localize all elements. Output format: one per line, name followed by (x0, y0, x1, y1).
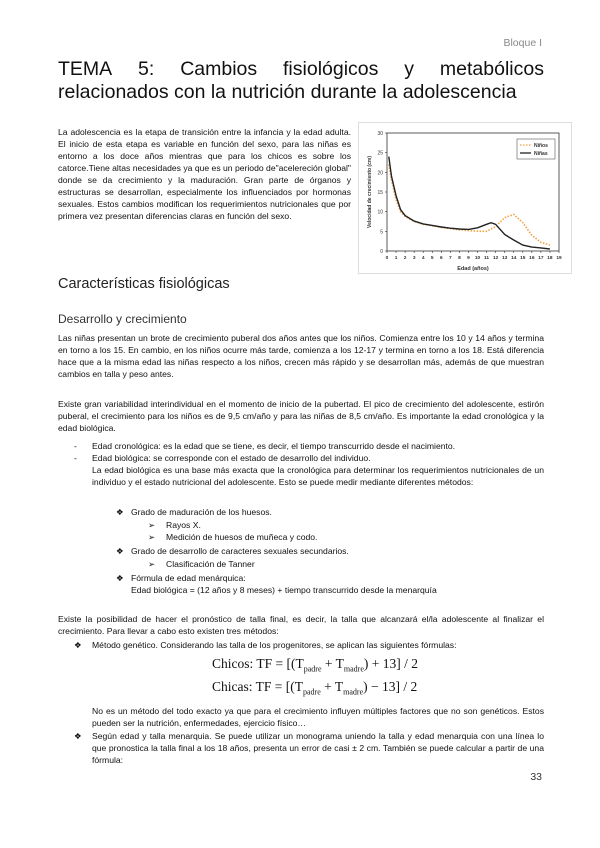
title-word: y (404, 58, 415, 80)
x-tick-label: 7 (449, 256, 452, 261)
block-label: Bloque I (503, 37, 542, 49)
method-sexual-traits: Grado de desarrollo de caracteres sexuales secundarios. (131, 546, 349, 556)
genetic-note: No es un método del todo exacto ya que para el crecimiento influyen múltiples factores que no son genéticos. Estos pueden ser la nutrición, enfermedades, ejercicio físico… (92, 706, 544, 728)
arrow-bullet-icon: ➢ (148, 532, 156, 542)
intro-paragraph: La adolescencia es la etapa de transición entre la infancia y la edad adulta. El inicio de esta etapa es variable en función del sexo, para las niñas es entorno a los doce años mientras que para los chicos es sobre los catorce.Tiene altas necesidades ya que es un periodo de"acelereción global" donde se da crecimiento y la maduración. Gran parte de órganos y estructuras se desarrollan, especialmente los influenciados por hormonas sexuales. Estos cambios modifican los requerimientos nutricionales que por primera vez presentan diferencias claras en función del sexo. (58, 127, 351, 222)
legend-entry: Niñas (534, 151, 548, 157)
diamond-bullet-icon: ❖ (74, 731, 82, 741)
formula-chicos (212, 656, 418, 674)
paragraph-puberal-growth: Las niñas presentan un brote de crecimiento puberal dos años antes que los niños. Comienza entre los 10 y 14 años y termina en torno a los 15. En cambio, en los niños ocurre más tarde, comienza a los 12-17 y termina en torno a los 18. Está diferencia hace que a la misma edad las niñas respecto a los niños, crecen más rápido y se desarrollan más, además de que muestran cambios en talla y peso antes. (58, 333, 544, 380)
x-tick-label: 14 (511, 256, 517, 261)
x-axis-label: Edad (años) (457, 266, 489, 272)
method-tanner: Clasificación de Tanner (166, 559, 255, 569)
title-word: TEMA (58, 58, 113, 80)
x-tick-label: 11 (484, 256, 490, 261)
diamond-bullet-icon: ❖ (74, 640, 82, 650)
dash-bullet: - (74, 441, 77, 451)
paragraph-prognosis: Existe la posibilidad de hacer el pronóstico de talla final, es decir, la talla que alcanzará el/la adolescente al finalizar el crecimiento. Para llevar a cabo esto existen tres métodos: (58, 614, 544, 637)
method-menarquia: Fórmula de edad menárquica: (131, 573, 246, 583)
x-tick-label: 8 (458, 256, 461, 261)
paragraph-variability: Existe gran variabilidad interindividual en el momento de inicio de la pubertad. El pico de crecimiento del adolescente, estirón puberal, el crecimiento para los niños es de 9,5 cm/año y para las niñas de 8,5 cm/año. Es importante la edad cronológica y la edad biológica. (58, 399, 544, 434)
title-line-1 (58, 58, 544, 81)
x-tick-label: 19 (556, 256, 562, 261)
y-tick-label: 5 (380, 229, 383, 236)
growth-chart-svg (359, 123, 571, 273)
diamond-bullet-icon: ❖ (116, 546, 124, 556)
x-tick-label: 4 (421, 256, 425, 261)
menarquia-formula: Edad biológica = (12 años y 8 meses) + tiempo transcurrido desde la menarquía (131, 585, 437, 595)
x-tick-label: 13 (502, 256, 508, 261)
diamond-bullet-icon: ❖ (116, 573, 124, 583)
y-tick-label: 30 (377, 131, 383, 137)
x-tick-label: 15 (520, 256, 526, 261)
dash-bullet: - (74, 453, 77, 463)
x-tick-label: 5 (430, 256, 434, 261)
page-number: 33 (530, 771, 542, 783)
biologica-detail: La edad biológica es una base más exacta que la cronológica para determinar los requerimientos nutricionales de un individuo y el estado nutricional del adolescente. Esto se puede medir mediante diferentes métodos: (92, 465, 544, 487)
formula-sub: madre (343, 687, 364, 697)
title-word: fisiológicos (283, 58, 379, 80)
formula-part: + T (321, 656, 344, 671)
formula-sub: madre (343, 664, 364, 674)
formula-part: Chicas: TF = [(T (212, 679, 303, 694)
arrow-bullet-icon: ➢ (148, 520, 156, 530)
title-word: 5: (138, 58, 155, 80)
formula-part: ) − 13] / 2 (363, 679, 418, 694)
y-tick-label: 15 (377, 190, 383, 196)
x-tick-label: 3 (412, 256, 416, 261)
formula-sub: padre (302, 687, 321, 697)
formula-chicas (212, 679, 417, 697)
y-tick-label: 25 (377, 150, 383, 157)
legend-entry: Niños (534, 143, 548, 149)
x-tick-label: 16 (529, 256, 535, 261)
formula-part: + T (320, 679, 344, 694)
page-title (58, 58, 544, 104)
arrow-bullet-icon: ➢ (148, 559, 156, 569)
x-tick-label: 1 (394, 256, 398, 261)
formula-sub: padre (303, 664, 322, 674)
x-tick-label: 6 (439, 256, 443, 261)
method-bones: Grado de maduración de los huesos. (131, 507, 272, 517)
x-tick-label: 18 (547, 256, 553, 261)
x-tick-label: 12 (492, 256, 499, 261)
x-tick-label: 10 (474, 256, 481, 261)
formula-part: ) + 13] / 2 (363, 656, 418, 671)
y-tick-label: 10 (377, 209, 383, 216)
method-menarquia-talla: Según edad y talla menarquia. Se puede utilizar un monograma uniendo la talla y edad menarquia con una línea lo que pronostica la talla final a los 18 años, presenta un error de casi ± 2 cm. También se puede calcular a partir de una fórmula: (92, 731, 544, 765)
title-line-2: relacionados con la nutrición durante la adolescencia (58, 81, 517, 103)
list-item-cronologica: Edad cronológica: es la edad que se tiene, es decir, el tiempo transcurrido desde el nacimiento. (92, 441, 456, 451)
x-tick-label: 9 (467, 256, 470, 261)
y-axis-label: Velocidad de crecimiento (cm) (367, 156, 373, 228)
title-word: metabólicos (439, 58, 544, 80)
x-tick-label: 2 (403, 256, 407, 261)
method-wrist: Medición de huesos de muñeca y codo. (166, 532, 318, 542)
method-xray: Rayos X. (166, 520, 201, 530)
y-tick-label: 0 (380, 249, 383, 255)
list-item-biologica: Edad biológica: se corresponde con el estado de desarrollo del individuo. (92, 453, 371, 463)
title-word: Cambios (180, 58, 258, 80)
x-tick-label: 0 (385, 256, 389, 261)
subsection-heading: Desarrollo y crecimiento (58, 312, 187, 326)
method-genetic: Método genético. Considerando las talla de los progenitores, se aplican las siguientes fórmulas: (92, 640, 457, 650)
diamond-bullet-icon: ❖ (116, 507, 124, 517)
x-tick-label: 17 (538, 256, 544, 261)
growth-chart (358, 122, 572, 274)
formula-part: Chicos: TF = [(T (212, 656, 304, 671)
section-heading: Características fisiológicas (58, 276, 230, 292)
y-tick-label: 20 (377, 170, 383, 177)
